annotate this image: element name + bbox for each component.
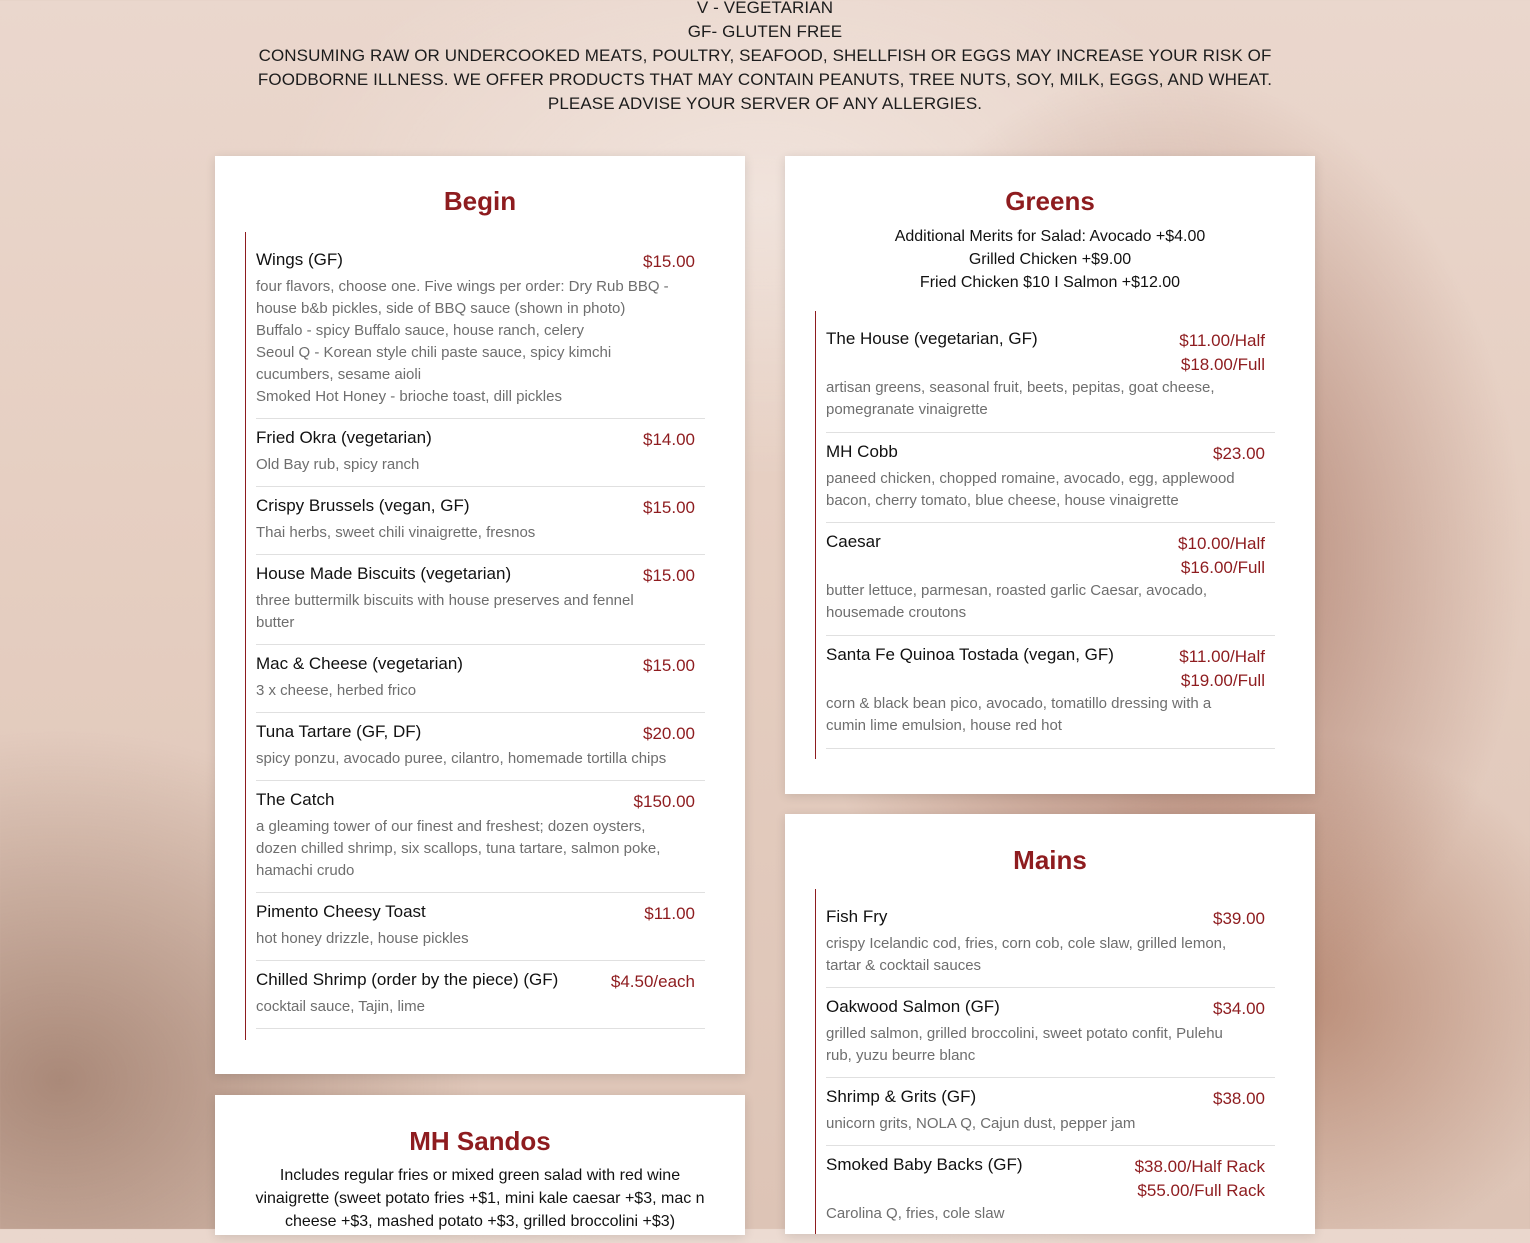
item-description: hot honey drizzle, house pickles (256, 930, 469, 947)
item-description: artisan greens, seasonal fruit, beets, pepitas, goat cheese, pomegranate vinaigrette (826, 379, 1215, 418)
item-name: Crispy Brussels (vegan, GF) (256, 496, 470, 515)
menu-item[interactable] (256, 720, 705, 781)
greens-card (785, 156, 1315, 794)
item-price: $4.50/each (610, 972, 695, 991)
greens-subtitle: Additional Merits for Salad: Avocado +$4.00 Grilled Chicken +$9.00 Fried Chicken $10 I Salmon +$12.00 (894, 228, 1206, 291)
item-price: $34.00 (1213, 999, 1265, 1018)
menu-item[interactable] (256, 652, 705, 713)
menu-item[interactable] (826, 1153, 1275, 1243)
menu-item[interactable] (826, 440, 1275, 523)
item-name: Tuna Tartare (GF, DF) (256, 722, 422, 741)
item-description: Old Bay rub, spicy ranch (256, 456, 420, 473)
allergy-notice (0, 0, 1530, 116)
item-name: Caesar (826, 532, 881, 551)
mains-card (785, 814, 1315, 1234)
item-price: $10.00/Half $16.00/Full (1178, 534, 1265, 577)
notice-line: PLEASE ADVISE YOUR SERVER OF ANY ALLERGIES. (547, 94, 983, 113)
item-name: Smoked Baby Backs (GF) (826, 1155, 1023, 1174)
item-price: $39.00 (1213, 909, 1265, 928)
item-price: $15.00 (643, 252, 695, 271)
section-title-sandos: MH Sandos (409, 1126, 551, 1156)
menu-item[interactable] (826, 905, 1275, 988)
begin-list (245, 232, 706, 1040)
item-description: three buttermilk biscuits with house preserves and fennel butter (256, 592, 634, 631)
item-description: 3 x cheese, herbed frico (256, 682, 417, 699)
item-price: $150.00 (633, 792, 695, 811)
notice-line: CONSUMING RAW OR UNDERCOOKED MEATS, POULTRY, SEAFOOD, SHELLFISH OR EGGS MAY INCREASE YOUR RISK OF (258, 46, 1272, 65)
item-name: The Catch (256, 790, 335, 809)
item-description: four flavors, choose one. Five wings per order: Dry Rub BBQ - house b&b pickles, side of BBQ sauce (shown in photo) Buffalo - spicy Buffalo sauce, house ranch, celery Seoul Q - Korean style chili paste sauce, spicy kimchi cucumbers, sesame aioli Smoked Hot Honey - brioche toast, dill pickles (256, 278, 669, 405)
item-description: a gleaming tower of our finest and freshest; dozen oysters, dozen chilled shrimp, six scallops, tuna tartare, salmon poke, hamachi crudo (256, 818, 661, 879)
item-price: $38.00 (1213, 1089, 1265, 1108)
menu-item[interactable] (826, 1085, 1275, 1146)
item-price: $15.00 (643, 656, 695, 675)
menu-item[interactable] (256, 562, 705, 645)
begin-card (215, 156, 745, 1074)
notice-line: GF- GLUTEN FREE (687, 22, 843, 41)
section-title-begin: Begin (443, 186, 517, 216)
item-name: Santa Fe Quinoa Tostada (vegan, GF) (826, 645, 1114, 664)
item-description: crispy Icelandic cod, fries, corn cob, cole slaw, grilled lemon, tartar & cocktail sauces (826, 935, 1227, 974)
item-name: House Made Biscuits (vegetarian) (256, 564, 512, 583)
menu-item[interactable] (826, 530, 1275, 636)
menu-item[interactable] (256, 494, 705, 555)
item-name: The House (vegetarian, GF) (826, 329, 1038, 348)
menu-item[interactable] (256, 968, 705, 1029)
item-description: paneed chicken, chopped romaine, avocado, egg, applewood bacon, cherry tomato, blue cheese, house vinaigrette (826, 470, 1235, 509)
menu-item[interactable] (826, 643, 1275, 749)
item-name: Pimento Cheesy Toast (256, 902, 426, 921)
item-price: $23.00 (1213, 444, 1265, 463)
item-price: $15.00 (643, 566, 695, 585)
item-name: Oakwood Salmon (GF) (826, 997, 1000, 1016)
notice-line: FOODBORNE ILLNESS. WE OFFER PRODUCTS THAT MAY CONTAIN PEANUTS, TREE NUTS, SOY, MILK, EGGS, AND WHEAT. (257, 70, 1273, 89)
item-description: grilled salmon, grilled broccolini, sweet potato confit, Pulehu rub, yuzu beurre blanc (826, 1025, 1223, 1064)
menu-item[interactable] (826, 327, 1275, 433)
notice-line: V - VEGETARIAN (696, 0, 834, 17)
item-price: $20.00 (643, 724, 695, 743)
section-title-greens: Greens (1005, 186, 1095, 216)
item-price: $11.00/Half $19.00/Full (1179, 647, 1265, 690)
item-name: Mac & Cheese (vegetarian) (256, 654, 463, 673)
item-name: Shrimp & Grits (GF) (826, 1087, 977, 1106)
menu-item[interactable] (256, 788, 705, 893)
item-price: $11.00 (644, 904, 695, 923)
item-description: Thai herbs, sweet chili vinaigrette, fresnos (256, 524, 536, 541)
item-description: cocktail sauce, Tajin, lime (256, 998, 425, 1015)
sandos-card (215, 1095, 745, 1235)
item-price: $38.00/Half Rack $55.00/Full Rack (1134, 1157, 1265, 1200)
menu-item[interactable] (256, 426, 705, 487)
item-name: Fried Okra (vegetarian) (256, 428, 432, 447)
item-name: MH Cobb (826, 442, 898, 461)
menu-item[interactable] (256, 900, 705, 961)
item-description: butter lettuce, parmesan, roasted garlic Caesar, avocado, housemade croutons (826, 582, 1208, 621)
item-description: corn & black bean pico, avocado, tomatillo dressing with a cumin lime emulsion, house red hot (826, 695, 1212, 734)
item-description: Carolina Q, fries, cole slaw (826, 1205, 1005, 1222)
item-description: spicy ponzu, avocado puree, cilantro, homemade tortilla chips (256, 750, 667, 767)
item-name: Fish Fry (826, 907, 888, 926)
item-name: Wings (GF) (256, 250, 343, 269)
sandos-subtitle: Includes regular fries or mixed green salad with red wine vinaigrette (sweet potato fries +$1, mini kale caesar +$3, mac n cheese +$3, mashed potato +$3, grilled broccolini +$3) (255, 1167, 705, 1230)
menu-item[interactable] (256, 248, 705, 419)
item-price: $11.00/Half $18.00/Full (1179, 331, 1265, 374)
greens-list (815, 311, 1276, 759)
section-title-mains: Mains (1013, 845, 1087, 875)
item-description: unicorn grits, NOLA Q, Cajun dust, pepper jam (826, 1115, 1136, 1132)
item-price: $15.00 (643, 498, 695, 517)
menu-item[interactable] (826, 995, 1275, 1078)
mains-list (815, 889, 1276, 1234)
item-name: Chilled Shrimp (order by the piece) (GF) (256, 970, 559, 989)
item-price: $14.00 (643, 430, 695, 449)
